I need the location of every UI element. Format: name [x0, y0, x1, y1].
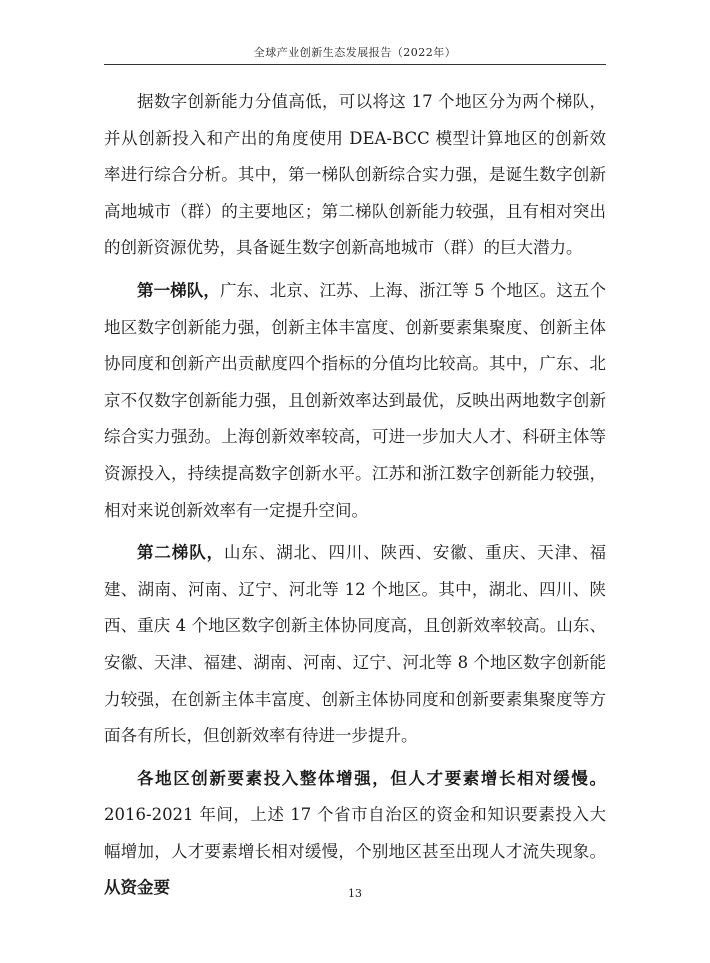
paragraph-lead: 第一梯队， — [137, 280, 220, 300]
paragraph-factor-input — [104, 761, 606, 907]
paragraph-text: 山东、湖北、四川、陕西、安徽、重庆、天津、福建、湖南、河南、辽宁、河北等 12 个地区。其中，湖北、四川、陕西、重庆 4 个地区数字创新主体协同度高，且创新效率较高。山东、安徽、天津、福建、湖南、河南、辽宁、河北等 8 个地区数字创新能力较强，在创新主体丰富度、创新主体协同度和创新要素集聚度等方面各有所长，但创新效率有待进一步提升。 — [104, 543, 607, 746]
paragraph-first-tier — [104, 273, 606, 529]
paragraph-text: 2016-2021 年间，上述 17 个省市自治区的资金和知识要素投入大幅增加，人才要素增长相对缓慢，个别地区甚至出现人才流失现象。 — [104, 805, 606, 861]
paragraph-second-tier — [104, 535, 606, 755]
paragraph-lead: 第二梯队， — [137, 543, 225, 563]
body-text — [104, 84, 606, 907]
paragraph-lead: 各地区创新要素投入整体增强，但人才要素增长相对缓慢。 — [137, 768, 606, 788]
paragraph-tail: 从资金要 — [104, 878, 170, 898]
paragraph-text: 据数字创新能力分值高低，可以将这 17 个地区分为两个梯队，并从创新投入和产出的角度使用 DEA-BCC 模型计算地区的创新效率进行综合分析。其中，第一梯队创新综合实力强，是诞生数字创新高地城市（群）的主要地区；第二梯队创新能力较强，且有相对突出的创新资源优势，具备诞生数字创新高地城市（群）的巨大潜力。 — [104, 92, 606, 258]
header-rule — [104, 64, 606, 65]
running-header: 全球产业创新生态发展报告（2022年） — [253, 46, 457, 59]
page-number: 13 — [348, 887, 362, 900]
paragraph-intro — [104, 84, 606, 267]
paragraph-text: 广东、北京、江苏、上海、浙江等 5 个地区。这五个地区数字创新能力强，创新主体丰富度、创新要素集聚度、创新主体协同度和创新产出贡献度四个指标的分值均比较高。其中，广东、北京不仅数字创新能力强，且创新效率达到最优，反映出两地数字创新综合实力强劲。上海创新效率较高，可进一步加大人才、科研主体等资源投入，持续提高数字创新水平。江苏和浙江数字创新能力较强，相对来说创新效率有一定提升空间。 — [104, 280, 606, 520]
